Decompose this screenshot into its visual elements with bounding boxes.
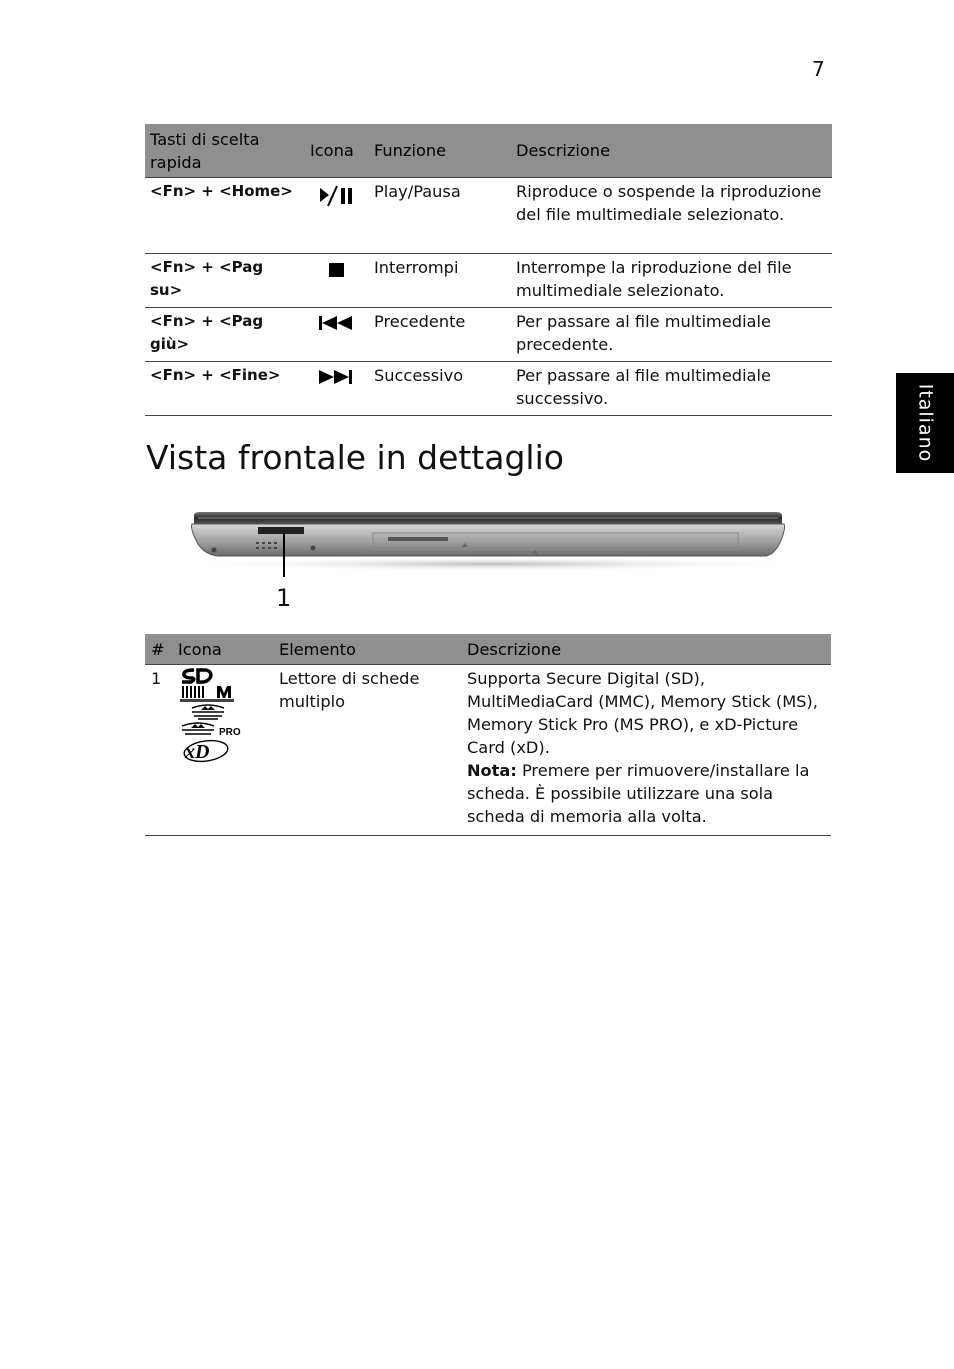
- page-number: 7: [812, 57, 825, 81]
- hotkey-function: Successivo: [369, 362, 511, 416]
- hotkey-keys: <Fn> + <Home>: [145, 178, 305, 254]
- note-text: Premere per rimuovere/installare la scheda. È possibile utilizzare una sola scheda di memoria alla volta.: [467, 761, 810, 826]
- header-description: Descrizione: [511, 124, 832, 178]
- header-function: Funzione: [369, 124, 511, 178]
- note-label: Nota:: [467, 761, 517, 780]
- hotkey-description: Riproduce o sospende la riproduzione del file multimediale selezionato.: [511, 178, 832, 254]
- hotkey-keys: <Fn> + <Fine>: [145, 362, 305, 416]
- header-icon: Icona: [172, 634, 273, 665]
- sd-card-logo-icon: [180, 667, 214, 685]
- component-number: 1: [145, 665, 172, 836]
- laptop-front-view: [178, 508, 808, 572]
- hotkey-description: Interrompe la riproduzione del file multimediale selezionato.: [511, 254, 832, 308]
- language-side-tab: [896, 373, 954, 473]
- table-row: [145, 308, 832, 362]
- xd-picture-card-logo-icon: [180, 739, 232, 763]
- header-hotkeys: Tasti di scelta rapida: [145, 124, 305, 178]
- hotkeys-table-header: [145, 124, 832, 178]
- section-title: Vista frontale in dettaglio: [146, 438, 564, 477]
- hotkey-keys: <Fn> + <Pag su>: [145, 254, 305, 308]
- callout-line: [283, 533, 285, 577]
- component-description: [461, 665, 831, 836]
- header-number: #: [145, 634, 172, 665]
- previous-track-icon: [317, 314, 357, 332]
- language-side-tab-label: Italiano: [914, 383, 937, 463]
- component-element: Lettore di schede multiplo: [273, 665, 461, 836]
- hotkeys-table: [145, 124, 832, 416]
- table-row: [145, 254, 832, 308]
- header-element: Elemento: [273, 634, 461, 665]
- memory-stick-logo-icon: [180, 703, 236, 721]
- stop-icon: [327, 260, 347, 280]
- header-description: Descrizione: [461, 634, 831, 665]
- hotkey-function: Precedente: [369, 308, 511, 362]
- svg-text:PRO: PRO: [219, 727, 241, 738]
- hotkey-function: Play/Pausa: [369, 178, 511, 254]
- hotkey-function: Interrompi: [369, 254, 511, 308]
- header-icon: Icona: [305, 124, 369, 178]
- components-table-header: [145, 634, 831, 665]
- svg-text:xD: xD: [185, 741, 210, 763]
- components-table: [145, 634, 831, 836]
- component-description-text: Supporta Secure Digital (SD), MultiMediaCard (MMC), Memory Stick (MS), Memory Stick Pro (MS PRO), e xD-Picture Card (xD).: [467, 669, 818, 757]
- hotkey-description: Per passare al file multimediale successivo.: [511, 362, 832, 416]
- next-track-icon: [317, 368, 357, 386]
- table-row: [145, 362, 832, 416]
- table-row: [145, 178, 832, 254]
- hotkey-keys: <Fn> + <Pag giù>: [145, 308, 305, 362]
- hotkey-description: Per passare al file multimediale precedente.: [511, 308, 832, 362]
- table-row: [145, 665, 831, 836]
- play-pause-icon: [316, 184, 358, 208]
- multimediacard-logo-icon: [180, 685, 236, 703]
- callout-number: 1: [276, 584, 292, 612]
- memory-stick-pro-logo-icon: [180, 721, 246, 739]
